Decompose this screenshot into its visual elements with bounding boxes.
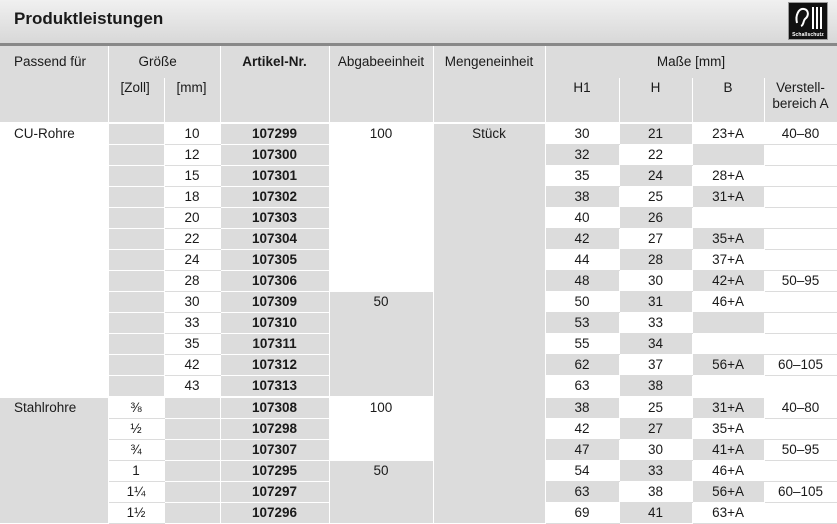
header-artikel: Artikel-Nr.: [220, 46, 329, 123]
cell-b: 28+A: [692, 166, 764, 187]
cell-h1: 55: [545, 334, 619, 355]
header-verstell: Verstell- bereich A: [764, 78, 837, 123]
cell-artikel: 107304: [220, 229, 329, 250]
cell-h1: 53: [545, 313, 619, 334]
cell-zoll: [108, 145, 164, 166]
cell-zoll: [108, 187, 164, 208]
cell-artikel: 107309: [220, 292, 329, 313]
cell-zoll: [108, 250, 164, 271]
table-row: [0, 461, 837, 482]
cell-h: 21: [619, 123, 692, 145]
cell-abgabe: 100: [329, 123, 433, 292]
cell-h: 38: [619, 376, 692, 398]
cell-verstell: [764, 208, 837, 229]
cell-h1: 40: [545, 208, 619, 229]
cell-mm: [164, 461, 220, 482]
header-groesse: Größe: [108, 46, 220, 78]
cell-h: 28: [619, 250, 692, 271]
cell-mm: 24: [164, 250, 220, 271]
cell-h: 37: [619, 355, 692, 376]
cell-h1: 38: [545, 187, 619, 208]
group-label-cu: CU-Rohre: [0, 123, 108, 397]
cell-h1: 48: [545, 271, 619, 292]
cell-verstell: 50–95: [764, 271, 837, 292]
cell-h: 27: [619, 229, 692, 250]
cell-artikel: 107297: [220, 482, 329, 503]
cell-zoll: [108, 271, 164, 292]
cell-artikel: 107311: [220, 334, 329, 355]
cell-verstell: 50–95: [764, 440, 837, 461]
cell-b: [692, 145, 764, 166]
cell-zoll: [108, 355, 164, 376]
cell-b: 31+A: [692, 397, 764, 419]
page-title: Produktleistungen: [14, 9, 164, 28]
cell-artikel: 107295: [220, 461, 329, 482]
cell-h1: 42: [545, 229, 619, 250]
cell-zoll: [108, 123, 164, 145]
table-row: [0, 123, 837, 145]
cell-mm: 35: [164, 334, 220, 355]
cell-zoll: ⅜: [108, 397, 164, 419]
header-abgabe: Abgabeeinheit: [329, 46, 433, 123]
product-table: [0, 46, 837, 524]
cell-mm: 20: [164, 208, 220, 229]
cell-verstell: 60–105: [764, 355, 837, 376]
cell-h: 22: [619, 145, 692, 166]
cell-artikel: 107308: [220, 397, 329, 419]
cell-mm: 28: [164, 271, 220, 292]
cell-artikel: 107301: [220, 166, 329, 187]
table-row: [0, 397, 837, 419]
header-passend: Passend für: [0, 46, 108, 123]
soundproofing-badge: [788, 2, 828, 40]
cell-mm: [164, 440, 220, 461]
cell-b: 46+A: [692, 292, 764, 313]
header-mm: [mm]: [164, 78, 220, 123]
cell-artikel: 107310: [220, 313, 329, 334]
cell-h1: 63: [545, 482, 619, 503]
cell-h1: 54: [545, 461, 619, 482]
cell-artikel: 107306: [220, 271, 329, 292]
cell-verstell: [764, 334, 837, 355]
cell-h1: 38: [545, 397, 619, 419]
cell-b: 56+A: [692, 482, 764, 503]
cell-b: 63+A: [692, 503, 764, 524]
cell-verstell: [764, 145, 837, 166]
cell-mm: [164, 482, 220, 503]
cell-h1: 47: [545, 440, 619, 461]
cell-h1: 35: [545, 166, 619, 187]
header-h1: H1: [545, 78, 619, 123]
cell-h: 25: [619, 397, 692, 419]
cell-b: 35+A: [692, 419, 764, 440]
cell-mm: 15: [164, 166, 220, 187]
cell-zoll: ¾: [108, 440, 164, 461]
cell-abgabe: 50: [329, 461, 433, 524]
cell-verstell: [764, 376, 837, 398]
cell-h1: 32: [545, 145, 619, 166]
badge-label: Schallschutz: [792, 32, 824, 38]
cell-h1: 62: [545, 355, 619, 376]
cell-b: [692, 208, 764, 229]
header-bar: [0, 0, 837, 43]
cell-artikel: 107312: [220, 355, 329, 376]
cell-zoll: [108, 313, 164, 334]
cell-zoll: [108, 334, 164, 355]
cell-verstell: 40–80: [764, 397, 837, 419]
cell-h: 41: [619, 503, 692, 524]
cell-mm: 18: [164, 187, 220, 208]
header-b: B: [692, 78, 764, 123]
cell-zoll: 1: [108, 461, 164, 482]
cell-mm: 33: [164, 313, 220, 334]
cell-verstell: [764, 166, 837, 187]
cell-abgabe: 100: [329, 397, 433, 461]
cell-b: 37+A: [692, 250, 764, 271]
cell-b: [692, 334, 764, 355]
cell-mengeneinheit: Stück: [433, 123, 545, 524]
cell-h1: 69: [545, 503, 619, 524]
ear-sound-icon: [792, 5, 826, 31]
cell-artikel: 107298: [220, 419, 329, 440]
cell-verstell: [764, 187, 837, 208]
cell-verstell: [764, 229, 837, 250]
cell-mm: 42: [164, 355, 220, 376]
cell-artikel: 107303: [220, 208, 329, 229]
cell-mm: 30: [164, 292, 220, 313]
table-row: [0, 292, 837, 313]
header-h: H: [619, 78, 692, 123]
cell-zoll: [108, 208, 164, 229]
cell-b: 35+A: [692, 229, 764, 250]
cell-verstell: [764, 313, 837, 334]
cell-h: 34: [619, 334, 692, 355]
cell-zoll: [108, 166, 164, 187]
cell-h: 30: [619, 271, 692, 292]
cell-h1: 44: [545, 250, 619, 271]
cell-verstell: 60–105: [764, 482, 837, 503]
cell-verstell: 40–80: [764, 123, 837, 145]
cell-h: 30: [619, 440, 692, 461]
cell-artikel: 107296: [220, 503, 329, 524]
cell-h: 27: [619, 419, 692, 440]
cell-b: 41+A: [692, 440, 764, 461]
cell-mm: 12: [164, 145, 220, 166]
cell-verstell: [764, 250, 837, 271]
cell-h: 38: [619, 482, 692, 503]
cell-artikel: 107300: [220, 145, 329, 166]
cell-b: 46+A: [692, 461, 764, 482]
cell-mm: [164, 397, 220, 419]
cell-artikel: 107299: [220, 123, 329, 145]
cell-h: 31: [619, 292, 692, 313]
cell-zoll: 1¼: [108, 482, 164, 503]
cell-artikel: 107313: [220, 376, 329, 398]
cell-mm: 43: [164, 376, 220, 398]
group-label-stahl: Stahlrohre: [0, 397, 108, 524]
cell-h: 33: [619, 461, 692, 482]
cell-h1: 30: [545, 123, 619, 145]
cell-abgabe: 50: [329, 292, 433, 398]
cell-artikel: 107307: [220, 440, 329, 461]
cell-b: [692, 376, 764, 398]
cell-h: 26: [619, 208, 692, 229]
cell-h: 33: [619, 313, 692, 334]
cell-b: 31+A: [692, 187, 764, 208]
cell-h1: 42: [545, 419, 619, 440]
cell-h: 24: [619, 166, 692, 187]
cell-zoll: [108, 292, 164, 313]
cell-artikel: 107302: [220, 187, 329, 208]
cell-verstell: [764, 503, 837, 524]
cell-b: 42+A: [692, 271, 764, 292]
cell-zoll: ½: [108, 419, 164, 440]
cell-mm: [164, 503, 220, 524]
cell-artikel: 107305: [220, 250, 329, 271]
cell-h: 25: [619, 187, 692, 208]
cell-zoll: 1½: [108, 503, 164, 524]
header-zoll: [Zoll]: [108, 78, 164, 123]
cell-mm: [164, 419, 220, 440]
cell-zoll: [108, 229, 164, 250]
header-menge: Mengeneinheit: [433, 46, 545, 123]
cell-h1: 50: [545, 292, 619, 313]
cell-b: 23+A: [692, 123, 764, 145]
cell-zoll: [108, 376, 164, 398]
cell-b: 56+A: [692, 355, 764, 376]
cell-verstell: [764, 419, 837, 440]
cell-verstell: [764, 461, 837, 482]
cell-mm: 22: [164, 229, 220, 250]
header-masse: Maße [mm]: [545, 46, 837, 78]
cell-verstell: [764, 292, 837, 313]
cell-mm: 10: [164, 123, 220, 145]
cell-h1: 63: [545, 376, 619, 398]
cell-b: [692, 313, 764, 334]
